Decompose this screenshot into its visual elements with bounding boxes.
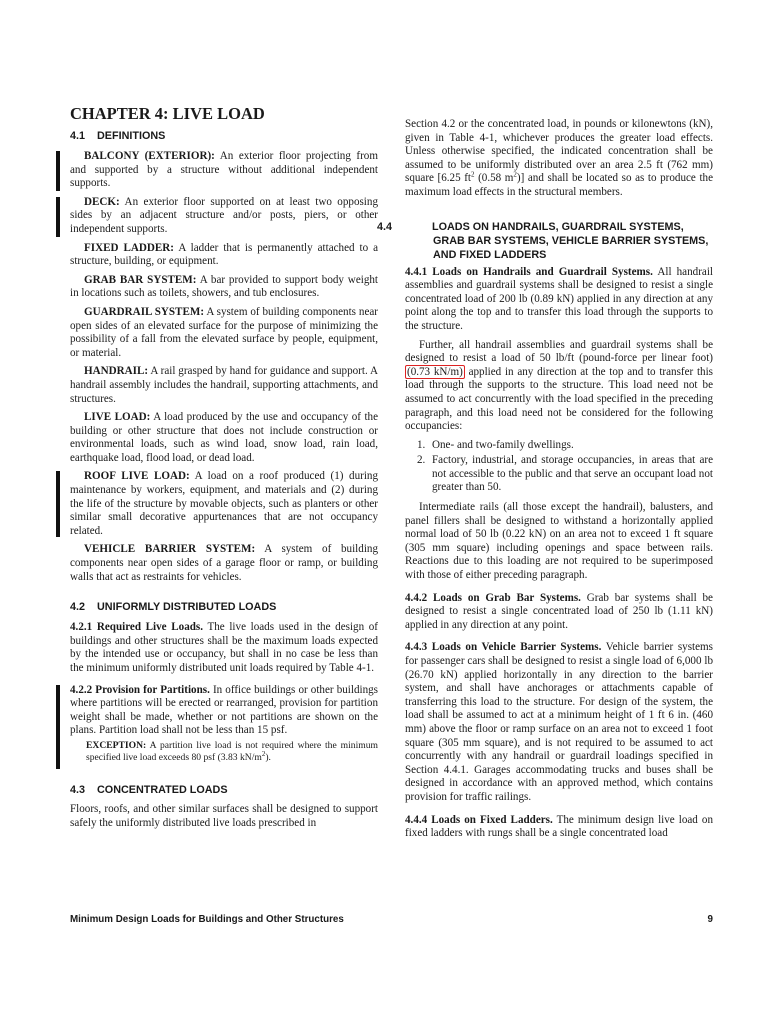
- para-4-4-2: 4.4.2 Loads on Grab Bar Systems. Grab bar systems shall be designed to resist a single concentrated load of 250 lb (1.11 kN) applied in any direction at any point.: [405, 591, 713, 631]
- page-footer: [70, 914, 713, 925]
- highlighted-value: (0.73 kN/m): [407, 365, 463, 378]
- footer-title: Minimum Design Loads for Buildings and Other Structures: [70, 914, 344, 925]
- section-4-4-heading: 4.4 LOADS ON HANDRAILS, GUARDRAIL SYSTEMS, GRAB BAR SYSTEMS, VEHICLE BARRIER SYSTEMS, AND FIXED LADDERS: [377, 220, 709, 261]
- page-number: 9: [707, 914, 713, 925]
- para-4-4-1: 4.4.1 Loads on Handrails and Guardrail Systems. All handrail assemblies and guardrail systems shall be designed to resist a single concentrated load of 200 lb (0.89 kN) applied in any direction at any point along the top and to transfer this load through the supports to the structure.: [405, 265, 713, 332]
- list-item: 2. Factory, industrial, and storage occupancies, in areas that are not accessible to the public and that serve an occupant load not greater than 50.: [417, 454, 713, 494]
- section-4-1-heading: 4.1 DEFINITIONS: [70, 130, 166, 142]
- para-4-2-1: 4.2.1 Required Live Loads. The live loads used in the design of buildings and other structures shall be the maximum loads expected by the intended use or occupancy, but shall in no case be less than the minimum uniformly distributed unit loads required by Table 4-1.: [70, 621, 379, 674]
- list-item: 1. One- and two-family dwellings.: [417, 438, 574, 451]
- def-fixed-ladder: FIXED LADDER: A ladder that is permanently attached to a structure, building, or equipment.: [70, 241, 378, 268]
- section-4-2-heading: 4.2 UNIFORMLY DISTRIBUTED LOADS: [70, 601, 277, 614]
- def-deck: DECK: An exterior floor supported on at least two opposing sides by an adjacent structure and/or posts, piers, or other independent supports.: [70, 196, 378, 237]
- exception-note: EXCEPTION: A partition live load is not required where the minimum specified live load exceeds 80 psf (3.83 $kN/m^2$).: [86, 739, 378, 764]
- para-4-3: Floors, roofs, and other similar surfaces shall be designed to support safely the uniformly distributed live loads prescribed in: [70, 802, 378, 829]
- def-vehicle-barrier-system: VEHICLE BARRIER SYSTEM: A system of building components near open sides of a garage floor or ramp, or building walls that act as restraints for vehicles.: [70, 543, 378, 583]
- change-bar: [56, 197, 60, 237]
- def-handrail: HANDRAIL: A rail grasped by hand for guidance and support. A handrail assembly includes the handrail, supporting attachments, and structures.: [70, 365, 378, 405]
- def-guardrail-system: GUARDRAIL SYSTEM: A system of building components near open sides of an elevated surface for the purpose of minimizing the possibility of a fall from the elevated surface by people, equipment, or material.: [70, 305, 378, 359]
- def-live-load: LIVE LOAD: A load produced by the use and occupancy of the building or other structure that does not include construction or environmental loads, such as wind load, snow load, rain load, earthquake load, flood load, or dead load.: [70, 411, 378, 464]
- para-4-3-continued: Section 4.2 or the concentrated load, in pounds or kilonewtons (kN), given in Table 4-1, whichever produces the greater load effects. Unless otherwise specified, the indicated concentration shall be assumed to be uniformly distributed over an area 2.5 ft (762 mm) square [6.25 $ft^2$ (0.58 $m^2$)] and shall be located so as to produce the maximum load effects in the structural members.: [405, 118, 713, 198]
- right-column: [377, 118, 713, 846]
- para-4-4-3: 4.4.3 Loads on Vehicle Barrier Systems. Vehicle barrier systems for passenger cars shall be designed to resist a single load of 6,000 lb (26.70 kN) applied horizontally in any direction to the barrier system, and shall have anchorages or attachments capable of transferring this load to the structure. For design of the system, the load shall be assumed to act at a minimum height of 1 ft 6 in. (460 mm) above the floor or ramp surface on an area not to exceed 1 foot square (305 mm square), and is not required to be assumed to act concurrently with any handrail or guardrail loadings specified in Section 4.4.1. Garages accommodating trucks and buses shall be designed in accordance with an approved method, which contains provision for traffic railings.: [405, 641, 713, 803]
- chapter-title: CHAPTER 4: LIVE LOAD: [70, 104, 265, 123]
- occupancy-list: [405, 439, 713, 495]
- section-4-3-heading: 4.3 CONCENTRATED LOADS: [70, 783, 228, 796]
- change-bar: [56, 685, 60, 769]
- change-bar: [56, 471, 60, 537]
- para-4-2-2: 4.2.2 Provision for Partitions. In office buildings or other buildings where partitions will be erected or rearranged, provision for partition weight shall be made, whether or not partitions are shown on the plans. Partition load shall not be less than 15 psf. EXCEPTION: A partition live load is not required where the minimum specified live load exceeds 80 psf (3.83 $kN/m^2$).: [70, 684, 378, 765]
- para-further: Further, all handrail assemblies and guardrail systems shall be designed to resist a load of 50 lb/ft (pound-force per linear foot) (0.73 kN/m) applied in any direction at the top and to transfer this load through the supports to the structure. This load need not be assumed to act concurrently with the load specified in the preceding paragraph, and this load need not be considered for the following occupancies:: [405, 338, 713, 433]
- def-balcony: BALCONY (EXTERIOR): An exterior floor projecting from and supported by a structure without additional independent supports.: [70, 150, 378, 191]
- para-4-4-4: 4.4.4 Loads on Fixed Ladders. The minimum design live load on fixed ladders with rungs shall be a single concentrated load: [405, 813, 713, 840]
- change-bar: [56, 151, 60, 191]
- def-roof-live-load: ROOF LIVE LOAD: A load on a roof produced (1) during maintenance by workers, equipment, and materials and (2) during the life of the structure by movable objects, such as planters or other similar small decorative appurtenances that are not occupancy related.: [70, 470, 378, 538]
- left-column: [70, 100, 378, 835]
- para-intermediate-rails: Intermediate rails (all those except the handrail), balusters, and panel fillers shall be designed to withstand a horizontally applied normal load of 50 lb (0.22 kN) on an area not to exceed 1 ft square (305 mm square) including openings and space between rails. Reactions due to this loading are not required to be superimposed with those of either preceding paragraph.: [405, 501, 713, 582]
- def-grab-bar-system: GRAB BAR SYSTEM: A bar provided to support body weight in locations such as toilets, showers, and tub enclosures.: [70, 273, 378, 300]
